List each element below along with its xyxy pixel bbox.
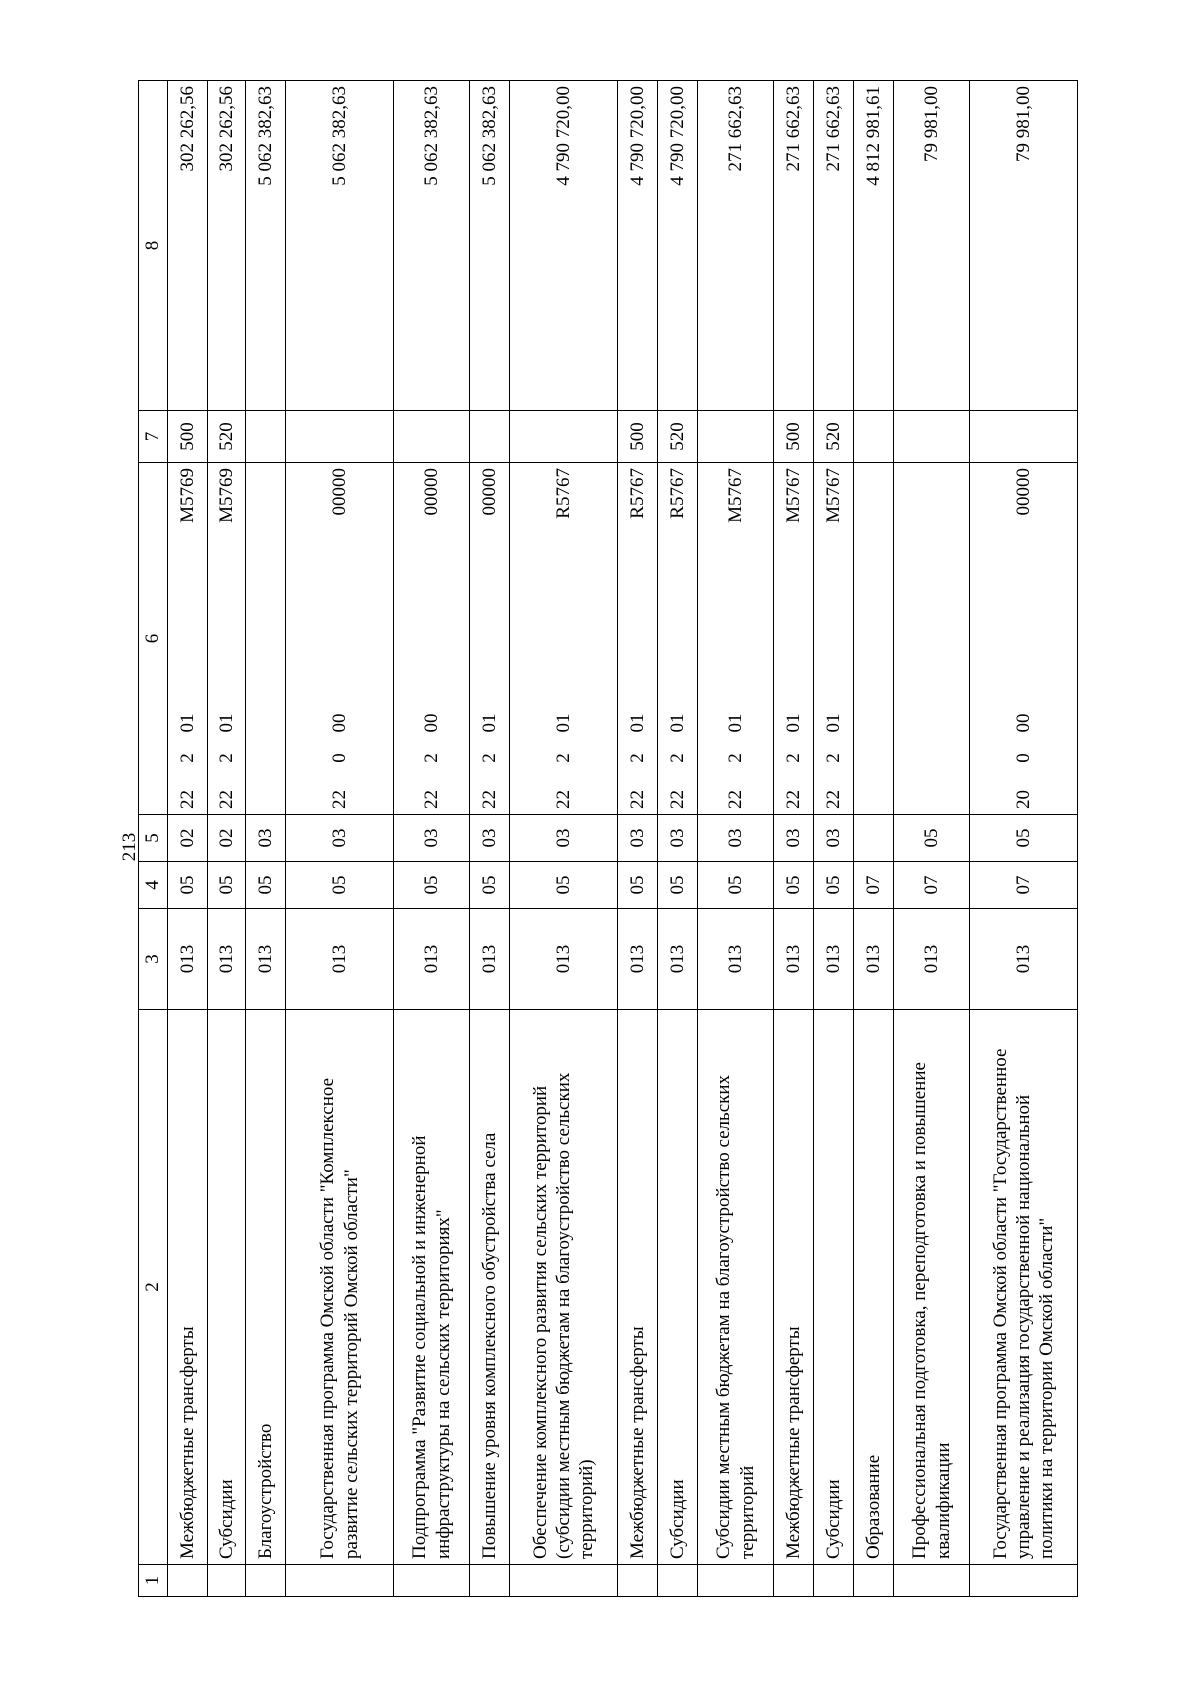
ministry-code-cell: 013 bbox=[698, 909, 774, 1010]
target-article-cell bbox=[618, 463, 658, 815]
table-row bbox=[854, 81, 894, 1597]
table-row bbox=[286, 81, 394, 1597]
target-article-part: 01 bbox=[215, 713, 237, 733]
subsection-code-cell: 02 bbox=[208, 815, 246, 862]
expense-type-cell bbox=[510, 411, 618, 463]
row-name-cell bbox=[894, 1010, 970, 1565]
ministry-code-cell: 013 bbox=[470, 909, 510, 1010]
subsection-code-cell: 05 bbox=[894, 815, 970, 862]
row-name: Межбюджетные трансферты bbox=[626, 1326, 648, 1559]
page-number: 213 bbox=[119, 832, 140, 862]
ministry-code-cell: 013 bbox=[774, 909, 814, 1010]
subsection-code-cell: 03 bbox=[286, 815, 394, 862]
target-article-cell bbox=[470, 463, 510, 815]
row-index-cell bbox=[168, 1565, 208, 1597]
ministry-code-cell: 013 bbox=[894, 909, 970, 1010]
target-article-code bbox=[420, 468, 443, 809]
target-article-code bbox=[724, 468, 747, 809]
subsection-code-cell: 03 bbox=[618, 815, 658, 862]
target-article-cell bbox=[394, 463, 470, 815]
target-article-part: 22 bbox=[420, 790, 442, 809]
subsection-code-cell: 03 bbox=[246, 815, 286, 862]
target-article-code bbox=[176, 468, 199, 809]
target-article-part: 01 bbox=[782, 713, 804, 733]
target-article-part: 2 bbox=[822, 753, 844, 763]
expense-type-cell: 500 bbox=[774, 411, 814, 463]
target-article-part: М5767 bbox=[782, 468, 804, 523]
target-article-part: М5767 bbox=[822, 468, 844, 523]
table-row bbox=[510, 81, 618, 1597]
amount-cell: 5 062 382,63 bbox=[286, 81, 394, 411]
table-row bbox=[394, 81, 470, 1597]
target-article-cell bbox=[814, 463, 854, 815]
row-name-cell bbox=[168, 1010, 208, 1565]
expense-type-cell bbox=[698, 411, 774, 463]
header-col-2: 2 bbox=[139, 1010, 168, 1565]
target-article-part: 22 bbox=[666, 790, 688, 809]
expense-type-cell bbox=[246, 411, 286, 463]
section-code-cell: 05 bbox=[168, 862, 208, 909]
target-article-code bbox=[552, 468, 575, 809]
subsection-code-cell: 03 bbox=[394, 815, 470, 862]
target-article-part: М5767 bbox=[724, 468, 746, 523]
target-article-cell bbox=[246, 463, 286, 815]
target-article-part: 00 bbox=[328, 713, 350, 733]
target-article-code bbox=[666, 468, 689, 809]
subsection-code-cell: 03 bbox=[774, 815, 814, 862]
budget-table bbox=[138, 80, 1078, 1597]
target-article-part: 01 bbox=[724, 713, 746, 733]
target-article-part: 22 bbox=[215, 790, 237, 809]
expense-type-cell: 500 bbox=[618, 411, 658, 463]
target-article-code bbox=[822, 468, 845, 809]
target-article-cell bbox=[854, 463, 894, 815]
amount-cell: 302 262,56 bbox=[168, 81, 208, 411]
row-name-cell bbox=[774, 1010, 814, 1565]
row-name-cell bbox=[510, 1010, 618, 1565]
target-article-part: 22 bbox=[782, 790, 804, 809]
target-article-cell bbox=[894, 463, 970, 815]
section-code-cell: 05 bbox=[774, 862, 814, 909]
subsection-code-cell: 03 bbox=[658, 815, 698, 862]
target-article-part: 2 bbox=[478, 753, 500, 763]
target-article-part: 22 bbox=[822, 790, 844, 809]
header-col-5: 5 bbox=[139, 815, 168, 862]
amount-cell: 79 981,00 bbox=[894, 81, 970, 411]
row-name-cell bbox=[698, 1010, 774, 1565]
target-article-part: М5769 bbox=[215, 468, 237, 523]
section-code-cell: 05 bbox=[814, 862, 854, 909]
section-code-cell: 05 bbox=[286, 862, 394, 909]
row-name-cell bbox=[970, 1010, 1078, 1565]
target-article-part: 20 bbox=[1012, 790, 1034, 809]
target-article-code bbox=[1012, 468, 1035, 809]
target-article-part: 2 bbox=[176, 753, 198, 763]
amount-cell: 5 062 382,63 bbox=[394, 81, 470, 411]
target-article-part: R5767 bbox=[552, 468, 574, 519]
target-article-part: 01 bbox=[666, 713, 688, 733]
row-name: Субсидии bbox=[215, 1479, 237, 1559]
target-article-part: R5767 bbox=[666, 468, 688, 519]
target-article-part: 2 bbox=[215, 753, 237, 763]
target-article-part: 22 bbox=[626, 790, 648, 809]
row-name: Образование bbox=[862, 1454, 884, 1559]
row-name: Субсидии bbox=[666, 1479, 688, 1559]
target-article-cell bbox=[774, 463, 814, 815]
header-col-6: 6 bbox=[139, 463, 168, 815]
section-code-cell: 05 bbox=[246, 862, 286, 909]
target-article-part: 2 bbox=[626, 753, 648, 763]
section-code-cell: 07 bbox=[970, 862, 1078, 909]
section-code-cell: 05 bbox=[658, 862, 698, 909]
ministry-code-cell: 013 bbox=[658, 909, 698, 1010]
target-article-cell bbox=[658, 463, 698, 815]
row-index-cell bbox=[894, 1565, 970, 1597]
header-col-3: 3 bbox=[139, 909, 168, 1010]
row-index-cell bbox=[970, 1565, 1078, 1597]
expense-type-cell bbox=[394, 411, 470, 463]
amount-cell: 271 662,63 bbox=[774, 81, 814, 411]
target-article-code bbox=[626, 468, 649, 809]
header-col-4: 4 bbox=[139, 862, 168, 909]
target-article-code bbox=[782, 468, 805, 809]
row-index-cell bbox=[774, 1565, 814, 1597]
amount-cell: 5 062 382,63 bbox=[246, 81, 286, 411]
row-name: Профессиональная подготовка, переподготовка и повышение квалификации bbox=[909, 1062, 954, 1559]
row-index-cell bbox=[658, 1565, 698, 1597]
table-row bbox=[168, 81, 208, 1597]
table-row bbox=[658, 81, 698, 1597]
target-article-part: 22 bbox=[724, 790, 746, 809]
row-name: Повышение уровня комплексного обустройства села bbox=[478, 1132, 500, 1559]
amount-cell: 79 981,00 bbox=[970, 81, 1078, 411]
target-article-part: 2 bbox=[420, 753, 442, 763]
target-article-code bbox=[328, 468, 351, 809]
ministry-code-cell: 013 bbox=[286, 909, 394, 1010]
target-article-code bbox=[478, 468, 501, 809]
target-article-part: 2 bbox=[782, 753, 804, 763]
target-article-part: 2 bbox=[666, 753, 688, 763]
expense-type-cell bbox=[970, 411, 1078, 463]
target-article-part: 01 bbox=[176, 713, 198, 733]
row-name-cell bbox=[814, 1010, 854, 1565]
ministry-code-cell: 013 bbox=[208, 909, 246, 1010]
target-article-part: 22 bbox=[478, 790, 500, 809]
target-article-part: 0 bbox=[328, 753, 350, 763]
expense-type-cell: 500 bbox=[168, 411, 208, 463]
ministry-code-cell: 013 bbox=[618, 909, 658, 1010]
column-number-header bbox=[139, 81, 168, 1597]
row-name-cell bbox=[394, 1010, 470, 1565]
table-row bbox=[774, 81, 814, 1597]
target-article-part: 00 bbox=[420, 713, 442, 733]
section-code-cell: 05 bbox=[698, 862, 774, 909]
row-index-cell bbox=[618, 1565, 658, 1597]
table-row bbox=[894, 81, 970, 1597]
row-index-cell bbox=[854, 1565, 894, 1597]
expense-type-cell bbox=[470, 411, 510, 463]
row-index-cell bbox=[208, 1565, 246, 1597]
section-code-cell: 05 bbox=[618, 862, 658, 909]
amount-cell: 5 062 382,63 bbox=[470, 81, 510, 411]
target-article-cell bbox=[698, 463, 774, 815]
target-article-part: 00000 bbox=[328, 468, 350, 516]
ministry-code-cell: 013 bbox=[854, 909, 894, 1010]
table-row bbox=[618, 81, 658, 1597]
target-article-part: 01 bbox=[478, 713, 500, 733]
row-index-cell bbox=[286, 1565, 394, 1597]
target-article-part: 01 bbox=[626, 713, 648, 733]
row-index-cell bbox=[698, 1565, 774, 1597]
ministry-code-cell: 013 bbox=[168, 909, 208, 1010]
target-article-part: 22 bbox=[176, 790, 198, 809]
row-name: Государственная программа Омской области "Государственное управление и реализация государственной национальной политики на территории Омской области" bbox=[989, 1048, 1058, 1559]
row-name-cell bbox=[618, 1010, 658, 1565]
target-article-part: 00000 bbox=[478, 468, 500, 516]
expense-type-cell: 520 bbox=[208, 411, 246, 463]
table-row bbox=[246, 81, 286, 1597]
row-index-cell bbox=[394, 1565, 470, 1597]
section-code-cell: 05 bbox=[394, 862, 470, 909]
section-code-cell: 07 bbox=[894, 862, 970, 909]
row-name: Государственная программа Омской области "Комплексное развитие сельских территорий Омской области" bbox=[317, 1077, 362, 1559]
rotated-page-frame bbox=[138, 81, 1058, 1597]
row-name-cell bbox=[208, 1010, 246, 1565]
table-body bbox=[139, 81, 1078, 1597]
target-article-part: 00000 bbox=[420, 468, 442, 516]
target-article-part: 01 bbox=[822, 713, 844, 733]
expense-type-cell bbox=[854, 411, 894, 463]
row-index-cell bbox=[246, 1565, 286, 1597]
subsection-code-cell: 03 bbox=[510, 815, 618, 862]
ministry-code-cell: 013 bbox=[970, 909, 1078, 1010]
section-code-cell: 07 bbox=[854, 862, 894, 909]
row-name: Обеспечение комплексного развития сельских территорий (субсидии местным бюджетам на благоустройство сельских территорий) bbox=[529, 1072, 598, 1559]
row-name: Субсидии bbox=[822, 1479, 844, 1559]
table-row bbox=[470, 81, 510, 1597]
row-name: Подпрограмма "Развитие социальной и инженерной инфраструктуры на сельских территориях" bbox=[409, 1135, 454, 1559]
expense-type-cell: 520 bbox=[658, 411, 698, 463]
amount-cell: 302 262,56 bbox=[208, 81, 246, 411]
target-article-part: 22 bbox=[328, 790, 350, 809]
expense-type-cell bbox=[894, 411, 970, 463]
target-article-cell bbox=[286, 463, 394, 815]
table-row bbox=[814, 81, 854, 1597]
amount-cell: 271 662,63 bbox=[698, 81, 774, 411]
budget-table-frame bbox=[138, 81, 1058, 1597]
target-article-part: 01 bbox=[552, 713, 574, 733]
target-article-part: 00 bbox=[1012, 713, 1034, 733]
row-index-cell bbox=[470, 1565, 510, 1597]
header-col-1: 1 bbox=[139, 1565, 168, 1597]
amount-cell: 4 790 720,00 bbox=[618, 81, 658, 411]
row-name: Межбюджетные трансферты bbox=[782, 1326, 804, 1559]
ministry-code-cell: 013 bbox=[814, 909, 854, 1010]
target-article-part: 22 bbox=[552, 790, 574, 809]
row-name-cell bbox=[286, 1010, 394, 1565]
target-article-part: R5767 bbox=[626, 468, 648, 519]
ministry-code-cell: 013 bbox=[510, 909, 618, 1010]
section-code-cell: 05 bbox=[470, 862, 510, 909]
target-article-cell bbox=[970, 463, 1078, 815]
table-row bbox=[208, 81, 246, 1597]
subsection-code-cell: 05 bbox=[970, 815, 1078, 862]
ministry-code-cell: 013 bbox=[394, 909, 470, 1010]
table-row bbox=[970, 81, 1078, 1597]
subsection-code-cell: 03 bbox=[698, 815, 774, 862]
subsection-code-cell bbox=[854, 815, 894, 862]
amount-cell: 4 790 720,00 bbox=[658, 81, 698, 411]
section-code-cell: 05 bbox=[208, 862, 246, 909]
expense-type-cell bbox=[286, 411, 394, 463]
row-index-cell bbox=[814, 1565, 854, 1597]
target-article-part: 2 bbox=[552, 753, 574, 763]
row-name: Межбюджетные трансферты bbox=[176, 1326, 198, 1559]
target-article-cell bbox=[168, 463, 208, 815]
row-name: Благоустройство bbox=[254, 1423, 276, 1559]
target-article-cell bbox=[510, 463, 618, 815]
subsection-code-cell: 02 bbox=[168, 815, 208, 862]
header-col-7: 7 bbox=[139, 411, 168, 463]
row-name-cell bbox=[246, 1010, 286, 1565]
subsection-code-cell: 03 bbox=[814, 815, 854, 862]
target-article-code bbox=[215, 468, 238, 809]
row-name-cell bbox=[854, 1010, 894, 1565]
expense-type-cell: 520 bbox=[814, 411, 854, 463]
target-article-cell bbox=[208, 463, 246, 815]
table-row bbox=[698, 81, 774, 1597]
target-article-part: 00000 bbox=[1012, 468, 1034, 516]
ministry-code-cell: 013 bbox=[246, 909, 286, 1010]
amount-cell: 271 662,63 bbox=[814, 81, 854, 411]
subsection-code-cell: 03 bbox=[470, 815, 510, 862]
target-article-part: М5769 bbox=[176, 468, 198, 523]
section-code-cell: 05 bbox=[510, 862, 618, 909]
row-name: Субсидии местным бюджетам на благоустройство сельских территорий bbox=[713, 1074, 758, 1559]
amount-cell: 4 812 981,61 bbox=[854, 81, 894, 411]
row-name-cell bbox=[658, 1010, 698, 1565]
target-article-part: 2 bbox=[724, 753, 746, 763]
header-col-8: 8 bbox=[139, 81, 168, 411]
target-article-part: 0 bbox=[1012, 753, 1034, 763]
row-index-cell bbox=[510, 1565, 618, 1597]
amount-cell: 4 790 720,00 bbox=[510, 81, 618, 411]
row-name-cell bbox=[470, 1010, 510, 1565]
